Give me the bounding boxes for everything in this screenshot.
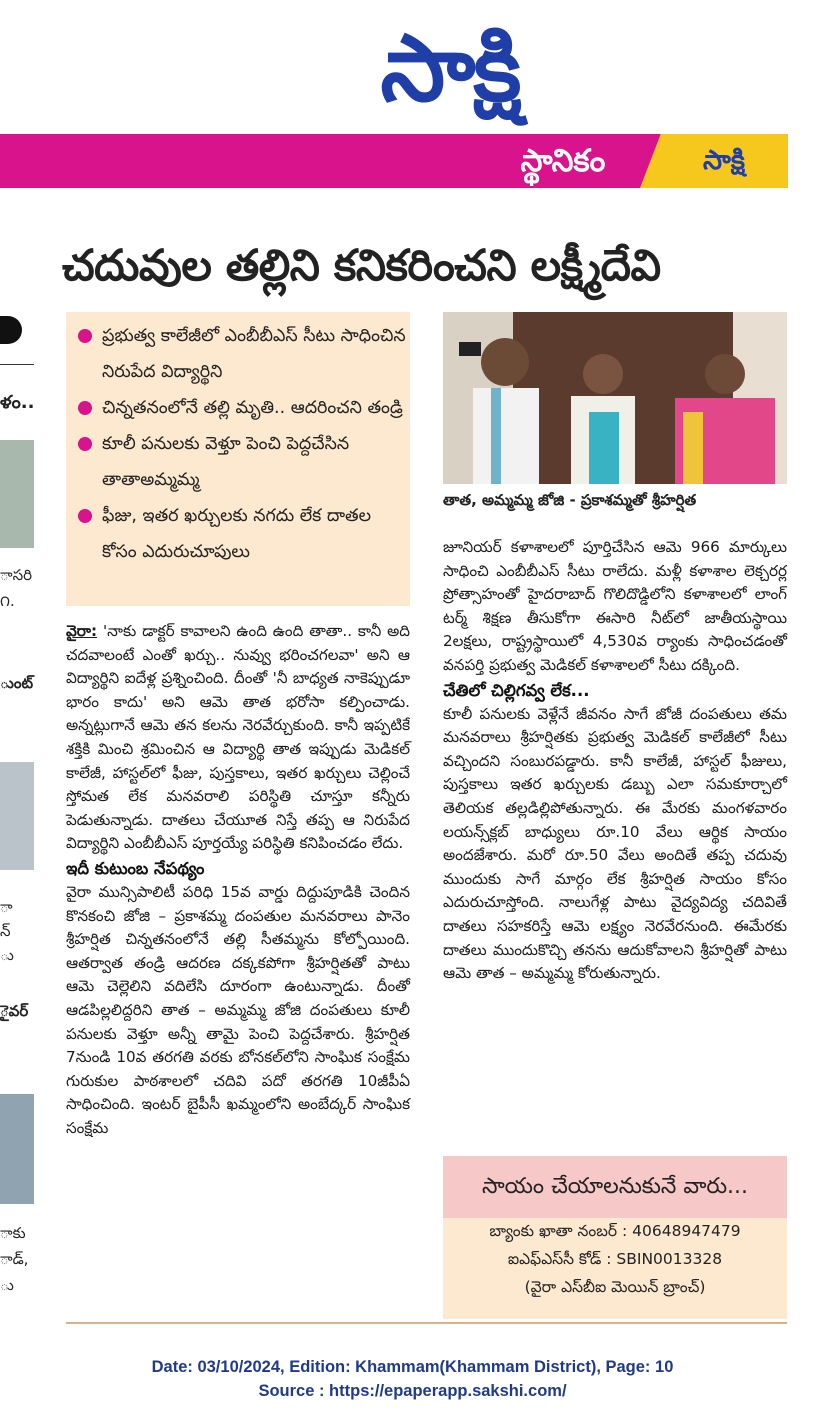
family-photo [443, 312, 787, 484]
highlights-box [66, 312, 410, 606]
bullet-icon [78, 401, 92, 415]
source-link[interactable]: Source : https://epaperapp.sakshi.com/ [258, 1382, 567, 1400]
photo-caption: తాత, అమ్మమ్మ జోజి - ప్రకాశమ్మతో శ్రీహర్షిత [443, 491, 697, 509]
section-label: స్థానికం [520, 143, 606, 179]
appeal-title: సాయం చేయాలనుకునే వారు... [443, 1156, 787, 1218]
edge-bullet-icon [0, 316, 22, 344]
dateline: వైరా: [66, 622, 98, 640]
edge-fragment: ు [0, 1276, 14, 1294]
bank-account-number: బ్యాంకు ఖాతా నంబర్ : 40648947479 [489, 1222, 741, 1240]
article-paragraph: జూనియర్ కళాశాలలో పూర్తిచేసిన ఆమె 966 మార్కులు సాధించి ఎంబీబీఎస్ సీటు రాలేదు. మళ్లీ కళాశాల లెక్చరర్ల ప్రోత్సాహంతో హైదరాబాద్ గొలిదొడ్డిలోని కళాశాలలో లాంగ్ టర్మ్ శిక్షణ తీసుకోగా ఈసారి నీట్‌లో జాతీయస్థాయి 2లక్షలు, రాష్ట్రస్థాయిలో 4,530వ ర్యాంకు సాధించడంతో వనపర్తి ప్రభుత్వ మెడికల్ కళాశాలలో సీటు దక్కింది. [443, 538, 787, 674]
highlight-item: కూలీ పనులకు వెళ్తూ పెంచి పెద్దచేసిన తాతాఅమ్మమ్మ [66, 426, 410, 498]
article-paragraph: కూలీ పనులకు వెళ్లేనే జీవనం సాగే జోజీ దంపతులు తమ మనవరాలు శ్రీహర్షితకు ప్రభుత్వ మెడికల్ కాలేజీలో సీటు వచ్చిందని సంబురపడ్డారు. కానీ కాలేజీ, హాస్టల్ ఫీజులు, పుస్తకాలు ఇతర ఖర్చులకు డబ్బు ఎలా సమకూర్చాలో తెలియక తల్లడిల్లిపోతున్నారు. ఈ మేరకు మంగళవారం లయన్స్‌క్లబ్ బాధ్యులు రూ.10 వేలు ఆర్థిక సాయం అందజేశారు. మరో రూ.50 వేలు అందితే తప్ప చదువు ముందుకు సాగే మార్గం లేక శ్రీహర్షిత సాయం కోసం ఎదురుచూస్తోంది. నాలుగేళ్ల పాటు వైద్యవిద్య చదివితే దాతలు సహకరిస్తే ఆమె లక్ష్యం నెరవేరనుంది. ఈమేరకు దాతలు ముందుకొచ్చి తనను ఆదుకోవాలని శ్రీహర్షితో పాటు ఆమె తాత – అమ్మమ్మ కోరుతున్నారు. [443, 704, 787, 983]
edge-fragment: న్ [0, 922, 11, 940]
bottom-rule [66, 1322, 787, 1324]
bullet-icon [78, 509, 92, 523]
highlight-item: ప్రభుత్వ కాలేజీలో ఎంబీబీఎస్ సీటు సాధించిన నిరుపేద విద్యార్థిని [66, 318, 410, 390]
subheading: చేతిలో చిల్లిగవ్వ లేక... [443, 680, 590, 700]
edition-info: Date: 03/10/2024, Edition: Khammam(Khammam District), Page: 10 [151, 1358, 674, 1376]
edge-divider [0, 364, 34, 365]
bullet-icon [78, 329, 92, 343]
edge-fragment: ాడ్, [0, 1250, 29, 1268]
article-paragraph: వైరా: 'నాకు డాక్టర్ కావాలని ఉంది ఉంది తాతా.. కానీ అది చదవాలంటే ఎంతో ఖర్చు.. నువ్వు భరించగలవా' అని ఆ విద్యార్థిని ఐదేళ్ల ప్రశ్నించింది. దీంతో 'నీ బాధ్యత నాకెప్పుడూ భారం కాదు' అని ఆమె తాత భరోసా కల్పించాడు. అన్నట్లుగానే ఆమె తన కలను నెరవేర్చుకుంది. కానీ ఇప్పటికే శక్తికి మించి శ్రమించిన ఆ విద్యార్థి తాత ఇప్పుడు మెడికల్ కాలేజీ, హాస్టల్‌లో ఫీజు, పుస్తకాలు, ఇతర ఖర్చులు చెల్లించే స్తోమత లేక మనవరాలి పరిస్థితి చూస్తూ కన్నీరు పెడుతున్నాడు. దాతలు చేయూత నిస్తే తప్ప ఆ నిరుపేద విద్యార్థిని ఎంబీబీఎస్ పూర్తయ్యే పరిస్థితి కనిపించడం లేదు. [66, 622, 410, 853]
edge-fragment: ుంట్ [0, 674, 34, 692]
family-photo-illustration [443, 312, 787, 484]
edge-fragment: ాకు [0, 1224, 26, 1242]
edge-photo [0, 762, 34, 870]
bank-branch: (వైరా ఎస్‌బీఐ మెయిన్ బ్రాంచ్) [524, 1278, 706, 1296]
edge-photo [0, 1094, 34, 1204]
subheading: ఇదీ కుటుంబ నేపథ్యం [66, 858, 205, 878]
highlight-item: చిన్నతనంలోనే తల్లి మృతి.. ఆదరించని తండ్రి [66, 390, 410, 426]
article-column-right [443, 536, 787, 986]
article-paragraph: వైరా మున్సిపాలిటీ పరిధి 15వ వార్డు దిద్దుపూడికి చెందిన కొనకంచి జోజి – ప్రకాశమ్మ దంపతుల మనవరాలు పానెం శ్రీహర్షిత చిన్నతనంలోనే తల్లి సీతమ్మను కోల్పోయింది. ఆతర్వాత తండ్రి ఆదరణ దక్కకపోగా శ్రీహర్షితతో పాటు ఆమె చెల్లెలిని వదిలేసి దూరంగా ఉంటున్నాడు. దీంతో ఆడపిల్లలిద్దరిని తాత – అమ్మమ్మ జోజి దంపతులు కూలీ పనులకు వెళ్తూ అన్నీ తామై పెంచి పెద్దచేశారు. శ్రీహర్షిత 7నుండి 10వ తరగతి వరకు బోనకల్‌లోని సాంఘిక సంక్షేమ గురుకుల పాఠశాలలో చదివి పదో తరగతి 10జీపీఏ సాధించింది. ఇంటర్ బైపీసీ ఖమ్మంలోని అంబేద్కర్ సాంఘిక సంక్షేమ [66, 882, 410, 1137]
article-column-left [66, 620, 410, 1140]
article-headline: చదువుల తల్లిని కనికరించని లక్ష్మీదేవి [62, 241, 661, 291]
edge-fragment: ా [0, 898, 13, 916]
edge-fragment: ైవర్ [0, 1002, 29, 1020]
ifsc-code: ఐఎఫ్ఎస్‌సీ కోడ్ : SBIN0013328 [507, 1250, 723, 1268]
newspaper-logo: సాక్షి [380, 15, 520, 122]
edge-fragment: ౧. [0, 592, 15, 610]
edge-fragment: ాసరి [0, 566, 32, 584]
brand-badge-label: సాక్షి [703, 145, 745, 176]
edge-photo [0, 440, 34, 548]
edge-fragment: ళం.. [0, 392, 35, 413]
highlight-item: ఫీజు, ఇతర ఖర్చులకు నగదు లేక దాతల కోసం ఎదురుచూపులు [66, 498, 410, 570]
edge-fragment: ు [0, 946, 14, 964]
bullet-icon [78, 437, 92, 451]
